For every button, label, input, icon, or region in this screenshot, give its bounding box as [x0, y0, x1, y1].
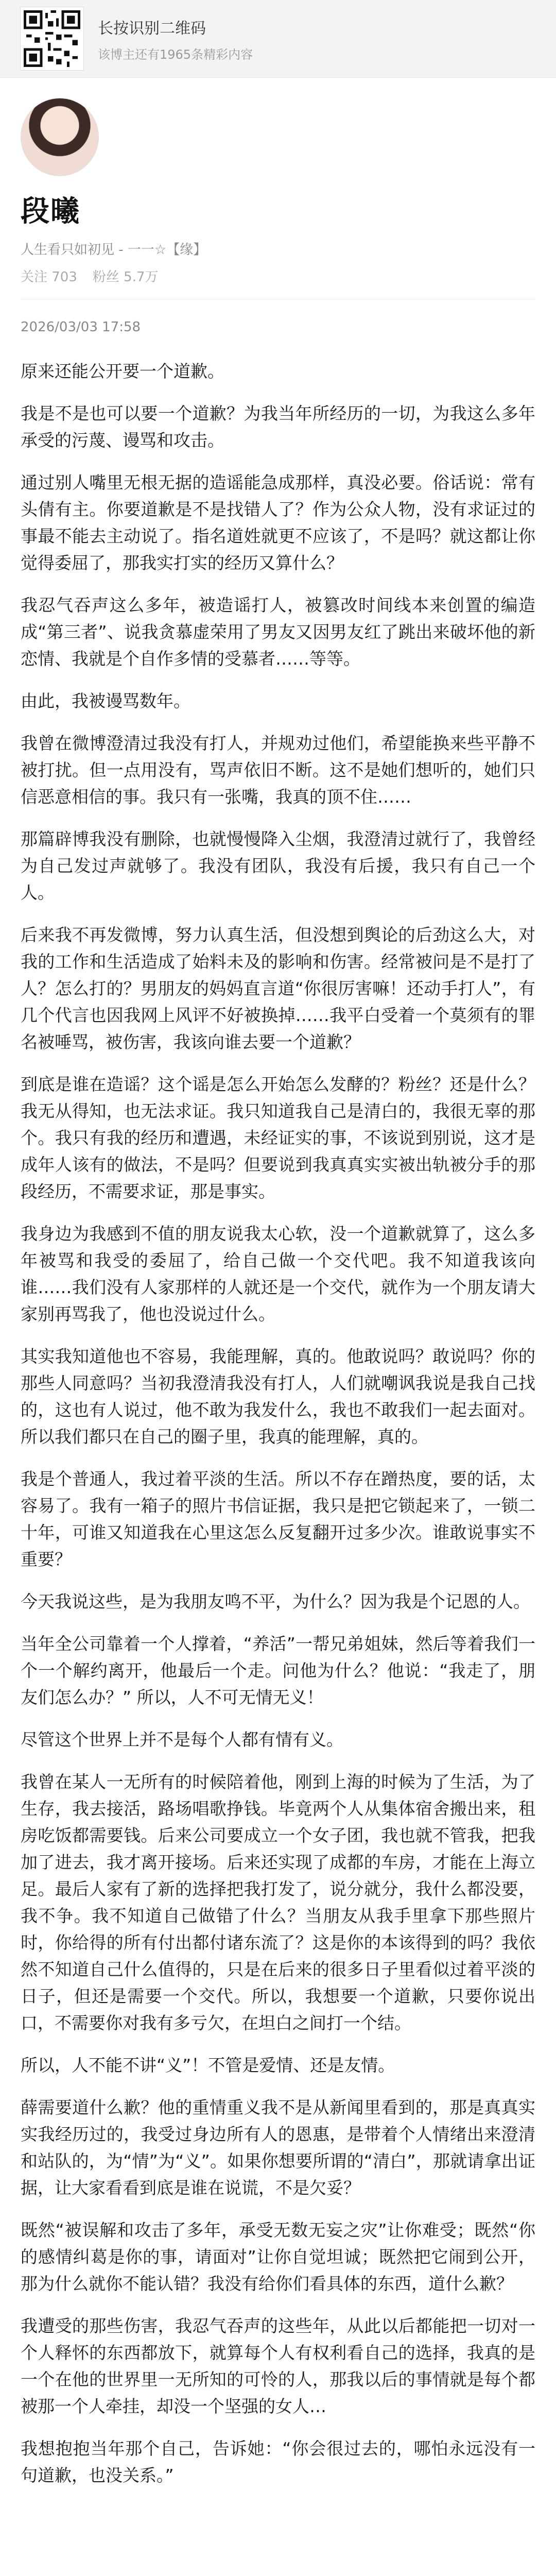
- paragraph: 我遭受的那些伤害，我忍气吞声的这些年，从此以后都能把一切对一个人释怀的东西都放下，就算每个人有权利看自己的选择，我真的是一个在他的世界里一无所知的可怜的人，那我以后的事情就是每个都被那一个人牵挂，却没一个坚强的女人…: [21, 2316, 535, 2416]
- paragraph: 通过别人嘴里无根无据的造谣能急成那样，真没必要。俗话说：常有头倩有主。你要道歉是不是找错人了？作为公众人物，没有求证过的事最不能去主动说了。指名道姓就更不应该了，不是吗？就这都让你觉得委屈了，那我实打实的经历又算什么？: [21, 472, 535, 573]
- paragraph: 我曾在微博澄清过我没有打人，并规劝过他们，希望能换来些平静不被打扰。但一点用没有，骂声依旧不断。这不是她们想听的，她们只信恶意相信的事。我只有一张嘴，我真的顶不住……: [21, 733, 535, 807]
- paragraph: 原来还能公开要一个道歉。: [21, 361, 224, 381]
- paragraph: 我想抱抱当年那个自己，告诉她：“你会很过去的，哪怕永远没有一句道歉，也没关系。”: [21, 2438, 535, 2485]
- paragraph: 所以，人不能不讲“义”！不管是爱情、还是友情。: [21, 2055, 395, 2075]
- paragraph: 既然“被误解和攻击了多年，承受无数无妄之灾”让你难受；既然“你的感情纠葛是你的事，请面对”让你自觉坦诚；既然把它闹到公开，那为什么就你不能认错？我没有给你们看具体的东西，道什么歉？: [21, 2220, 535, 2294]
- paragraph: 我忍气吞声这么多年，被造谣打人，被篡改时间线本来创置的编造成“第三者”、说我贪慕虚荣用了男友又因男友红了跳出来破坏他的新恋情、我就是个自作多情的受慕者……等等。: [21, 595, 535, 669]
- qr-banner: [0, 0, 556, 78]
- profile-header: [21, 98, 535, 285]
- banner-subtitle: 该博主还有1965条精彩内容: [98, 47, 253, 62]
- banner-title: 长按识别二维码: [98, 19, 206, 38]
- qr-code-icon[interactable]: [21, 7, 83, 70]
- paragraph: 我是不是也可以要一个道歉？为我当年所经历的一切，为我这么多年承受的污蔑、谩骂和攻击。: [21, 403, 535, 450]
- paragraph: 后来我不再发微博，努力认真生活，但没想到舆论的后劲这么大，对我的工作和生活造成了始料未及的影响和伤害。经常被问是不是打了人？怎么打的？男朋友的妈妈直言道“你很厉害嘛！还动手打人”，有几个代言也因我网上风评不好被换掉……我平白受着一个莫须有的罪名被唾骂，被伤害，我该向谁去要一个道歉？: [21, 925, 535, 1052]
- paragraph: 薛需要道什么歉？他的重情重义我不是从新闻里看到的，那是真真实实我经历过的，我受过身边所有人的恩惠，是带着个人情绪出来澄清和站队的，为“情”为“义”。如果你想要所谓的“清白”，那就请拿出证据，让大家看看到底是谁在说谎，不是欠妥？: [21, 2097, 535, 2198]
- post-body: [21, 358, 535, 2504]
- following-count[interactable]: 关注 703: [21, 269, 77, 285]
- paragraph: 到底是谁在造谣？这个谣是怎么开始怎么发酵的？粉丝？还是什么？我无从得知，也无法求证。我只知道我自己是清白的，我很无辜的那个。我只有我的经历和遭遇，未经证实的事，不该说到别说，这才是成年人该有的做法，不是吗？但要说到我真真实实被出轨被分手的那段经历，不需要求证，那是事实。: [21, 1074, 535, 1201]
- paragraph: 那篇辟博我没有删除，也就慢慢降入尘烟，我澄清过就行了，我曾经为自己发过声就够了。我没有团队，我没有后援，我只有自己一个人。: [21, 829, 535, 903]
- paragraph: 尽管这个世界上并不是每个人都有情有义。: [21, 1730, 343, 1750]
- profile-bio: 人生看只如初见 - 一一☆【缘】: [21, 242, 207, 258]
- paragraph: 我身边为我感到不值的朋友说我太心软，没一个道歉就算了，这么多年被骂和我受的委屈了，给自己做一个交代吧。我不知道我该向谁……我们没有人家那样的人就还是一个交代，就作为一个朋友请大家别再骂我了，他也没说过什么。: [21, 1224, 535, 1324]
- profile-name[interactable]: 段曦: [21, 195, 80, 228]
- fans-count[interactable]: 粉丝 5.7万: [92, 269, 159, 285]
- paragraph: 我是个普通人，我过着平淡的生活。所以不存在蹭热度，要的话，太容易了。我有一箱子的照片书信证据，我只是把它锁起来了，一锁二十年，可谁又知道我在心里这怎么反复翻开过多少次。谁敢说事实不重要？: [21, 1469, 535, 1569]
- paragraph: 今天我说这些，是为我朋友鸣不平，为什么？因为我是个记恩的人。: [21, 1591, 530, 1612]
- paragraph: 当年全公司靠着一个人撑着，“养活”一帮兄弟姐妹，然后等着我们一个一个解约离开，他最后一个走。问他为什么？他说：“我走了，朋友们怎么办？” 所以，人不可无情无义！: [21, 1634, 535, 1707]
- paragraph: 我曾在某人一无所有的时候陪着他，刚到上海的时候为了生活，为了生存，我去接活，路场唱歌挣钱。毕竟两个人从集体宿舍搬出来，租房吃饭都需要钱。后来公司要成立一个女子团，我也就不管我，把我加了进去，我才离开接场。后来还实现了成都的车房，才能在上海立足。最后人家有了新的选择把我打发了，说分就分，我什么都没要，我不争。我不知道自己做错了什么？当朋友从我手里拿下那些照片时，你给得的所有付出都付诸东流了？这是你的本该得到的吗？我依然不知道自己什么值得的，只是在后来的很多日子里看似过着平淡的日子，但还是需要一个交代。所以，我想要一个道歉，只要你说出口，不需要你对我有多亏欠，在坦白之间打一个结。: [21, 1772, 535, 2033]
- paragraph: 其实我知道他也不容易，我能理解，真的。他敢说吗？敢说吗？你的那些人同意吗？当初我澄清我没有打人，人们就嘲讽我说是我自己找的，这也有人说过，他不敢为我发什么，我也不敢我们一起去面对。所以我们都只在自己的圈子里，我真的能理解，真的。: [21, 1346, 535, 1447]
- paragraph: 由此，我被谩骂数年。: [21, 691, 190, 711]
- post-date: 2026/03/03 17:58: [21, 319, 141, 335]
- avatar[interactable]: [21, 98, 99, 176]
